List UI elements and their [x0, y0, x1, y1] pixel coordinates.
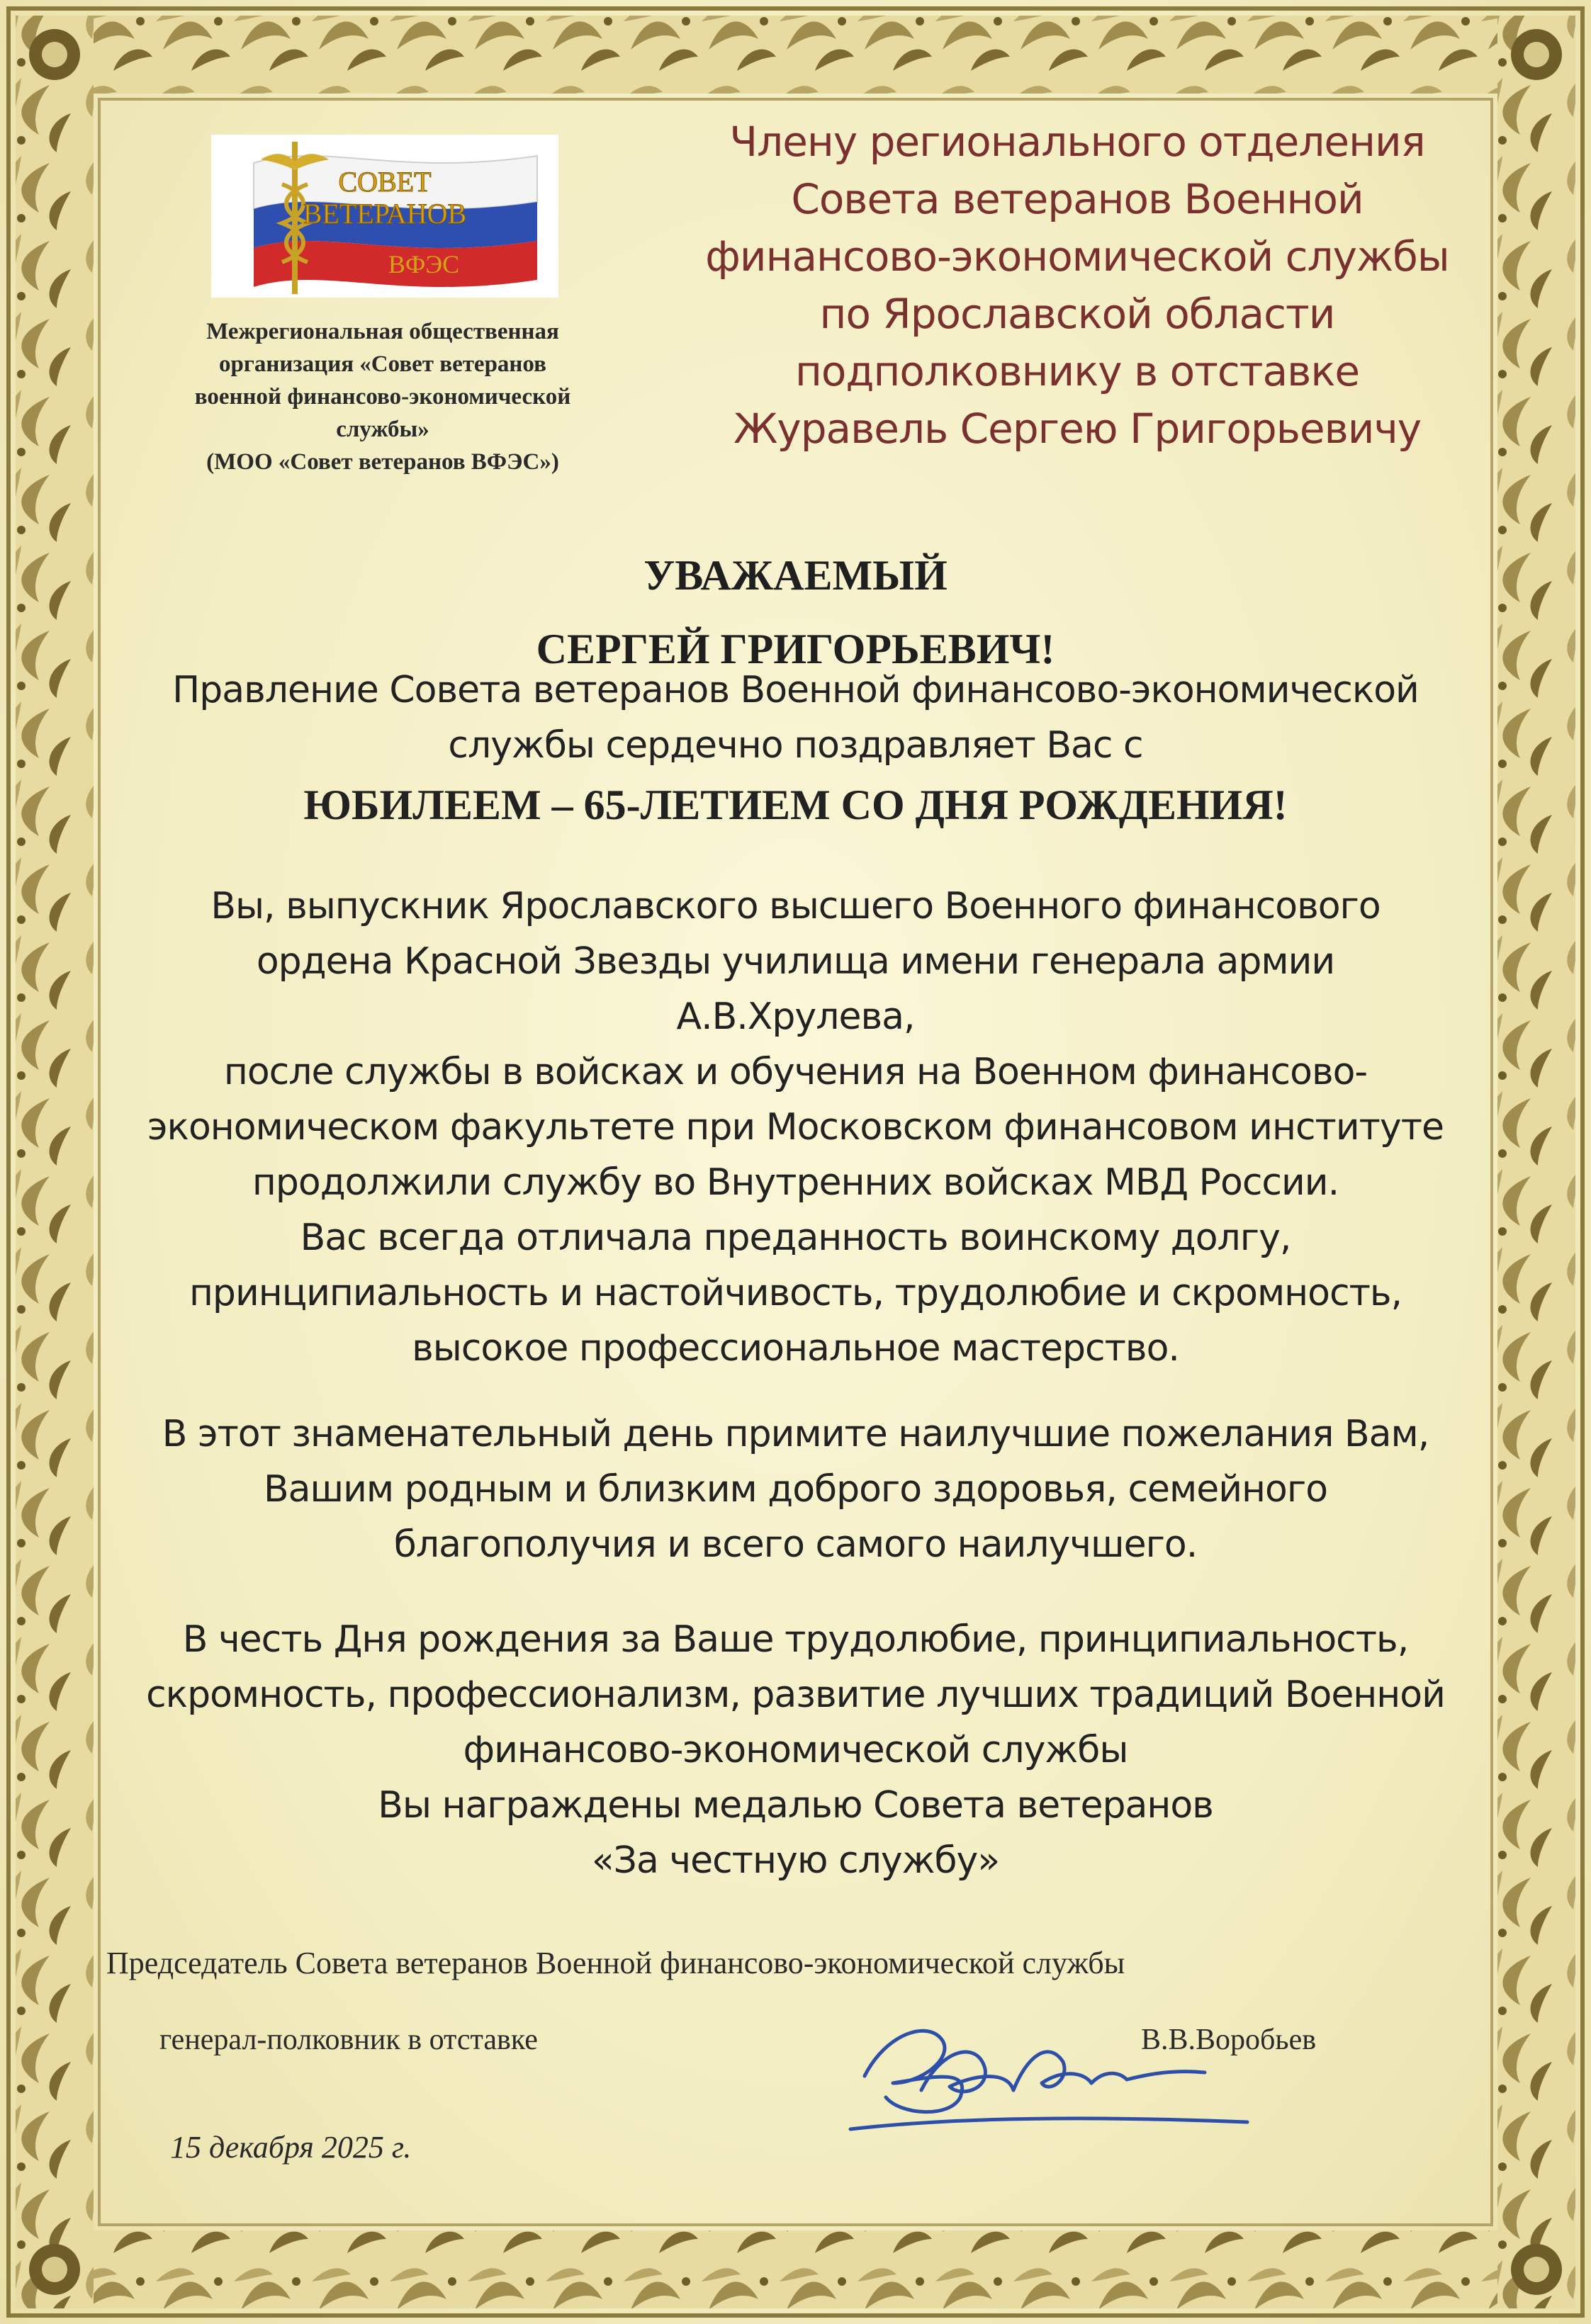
signatory-position: Председатель Совета ветеранов Военной финансово-экономической службы: [106, 1946, 1125, 1980]
intro-paragraph: [0, 662, 1591, 837]
jubilee-heading: ЮБИЛЕЕМ – 65-ЛЕТИЕМ СО ДНЯ РОЖДЕНИЯ!: [303, 782, 1288, 828]
addressee-block: [638, 113, 1517, 458]
career-line: Вы, выпускник Ярославского высшего Военного финансового: [210, 885, 1381, 927]
addressee-line: Члену регионального отделения: [729, 118, 1425, 166]
organization-caption: [135, 315, 631, 478]
award-line: В честь Дня рождения за Ваше трудолюбие, принципиальность,: [182, 1618, 1409, 1661]
signatory-rank: генерал-полковник в отставке: [159, 2024, 538, 2056]
award-paragraph: [0, 1612, 1591, 1888]
award-line: финансово-экономической службы: [463, 1729, 1128, 1771]
wishes-line: благополучия и всего самого наилучшего.: [393, 1523, 1198, 1566]
greeting-line-1: УВАЖАЕМЫЙ: [643, 552, 948, 599]
career-paragraph: [0, 879, 1591, 1376]
logo-line-1: СОВЕТ: [338, 166, 432, 198]
career-line: после службы в войсках и обучения на Военном финансово-: [223, 1051, 1368, 1093]
intro-line: службы сердечно поздравляет Вас с: [448, 724, 1143, 767]
career-line: принципиальность и настойчивость, трудолюбие и скромность,: [189, 1272, 1402, 1314]
addressee-line: по Ярославской области: [819, 290, 1335, 338]
org-line: Межрегиональная общественная: [206, 319, 559, 344]
addressee-line: подполковнику в отставке: [794, 347, 1360, 395]
career-line: высокое профессиональное мастерство.: [412, 1327, 1179, 1370]
document-date: 15 декабря 2025 г.: [170, 2130, 412, 2165]
wishes-paragraph: [0, 1406, 1591, 1572]
wishes-line: Вашим родным и близким доброго здоровья, семейного: [263, 1468, 1328, 1511]
veterans-council-logo: [211, 135, 558, 298]
addressee-line: финансово-экономической службы: [705, 232, 1449, 281]
career-line: ордена Красной Звезды училища имени генерала армии: [256, 940, 1335, 983]
logo-line-2: ВЕТЕРАНОВ: [303, 198, 467, 230]
logo-line-3: ВФЭС: [388, 250, 460, 278]
handwritten-signature: [836, 1991, 1261, 2147]
org-line: организация «Совет ветеранов: [219, 351, 546, 377]
award-medal-name: «За честную службу»: [591, 1839, 1000, 1882]
career-line: продолжили службу во Внутренних войсках МВД России.: [252, 1161, 1339, 1204]
intro-line: Правление Совета ветеранов Военной финансово-экономической: [172, 669, 1419, 711]
greeting-line-2: СЕРГЕЙ ГРИГОРЬЕВИЧ!: [536, 626, 1055, 672]
org-line: военной финансово-экономической: [194, 384, 571, 410]
award-line: Вы награждены медалью Совета ветеранов: [378, 1784, 1213, 1827]
addressee-line: Совета ветеранов Военной: [791, 175, 1364, 223]
career-line: Вас всегда отличала преданность воинскому долгу,: [300, 1217, 1291, 1259]
career-line: А.В.Хрулева,: [676, 995, 915, 1038]
career-line: экономическом факультете при Московском финансовом институте: [147, 1106, 1444, 1149]
org-line: службы»: [336, 417, 429, 442]
addressee-name: Журавель Сергею Григорьевичу: [733, 405, 1422, 453]
award-line: скромность, профессионализм, развитие лучших традиций Военной: [146, 1674, 1445, 1716]
wishes-line: В этот знаменательный день примите наилучшие пожелания Вам,: [162, 1413, 1429, 1455]
org-line: (МОО «Совет ветеранов ВФЭС»): [206, 449, 559, 475]
signatory-name: В.В.Воробьев: [1141, 2024, 1317, 2056]
